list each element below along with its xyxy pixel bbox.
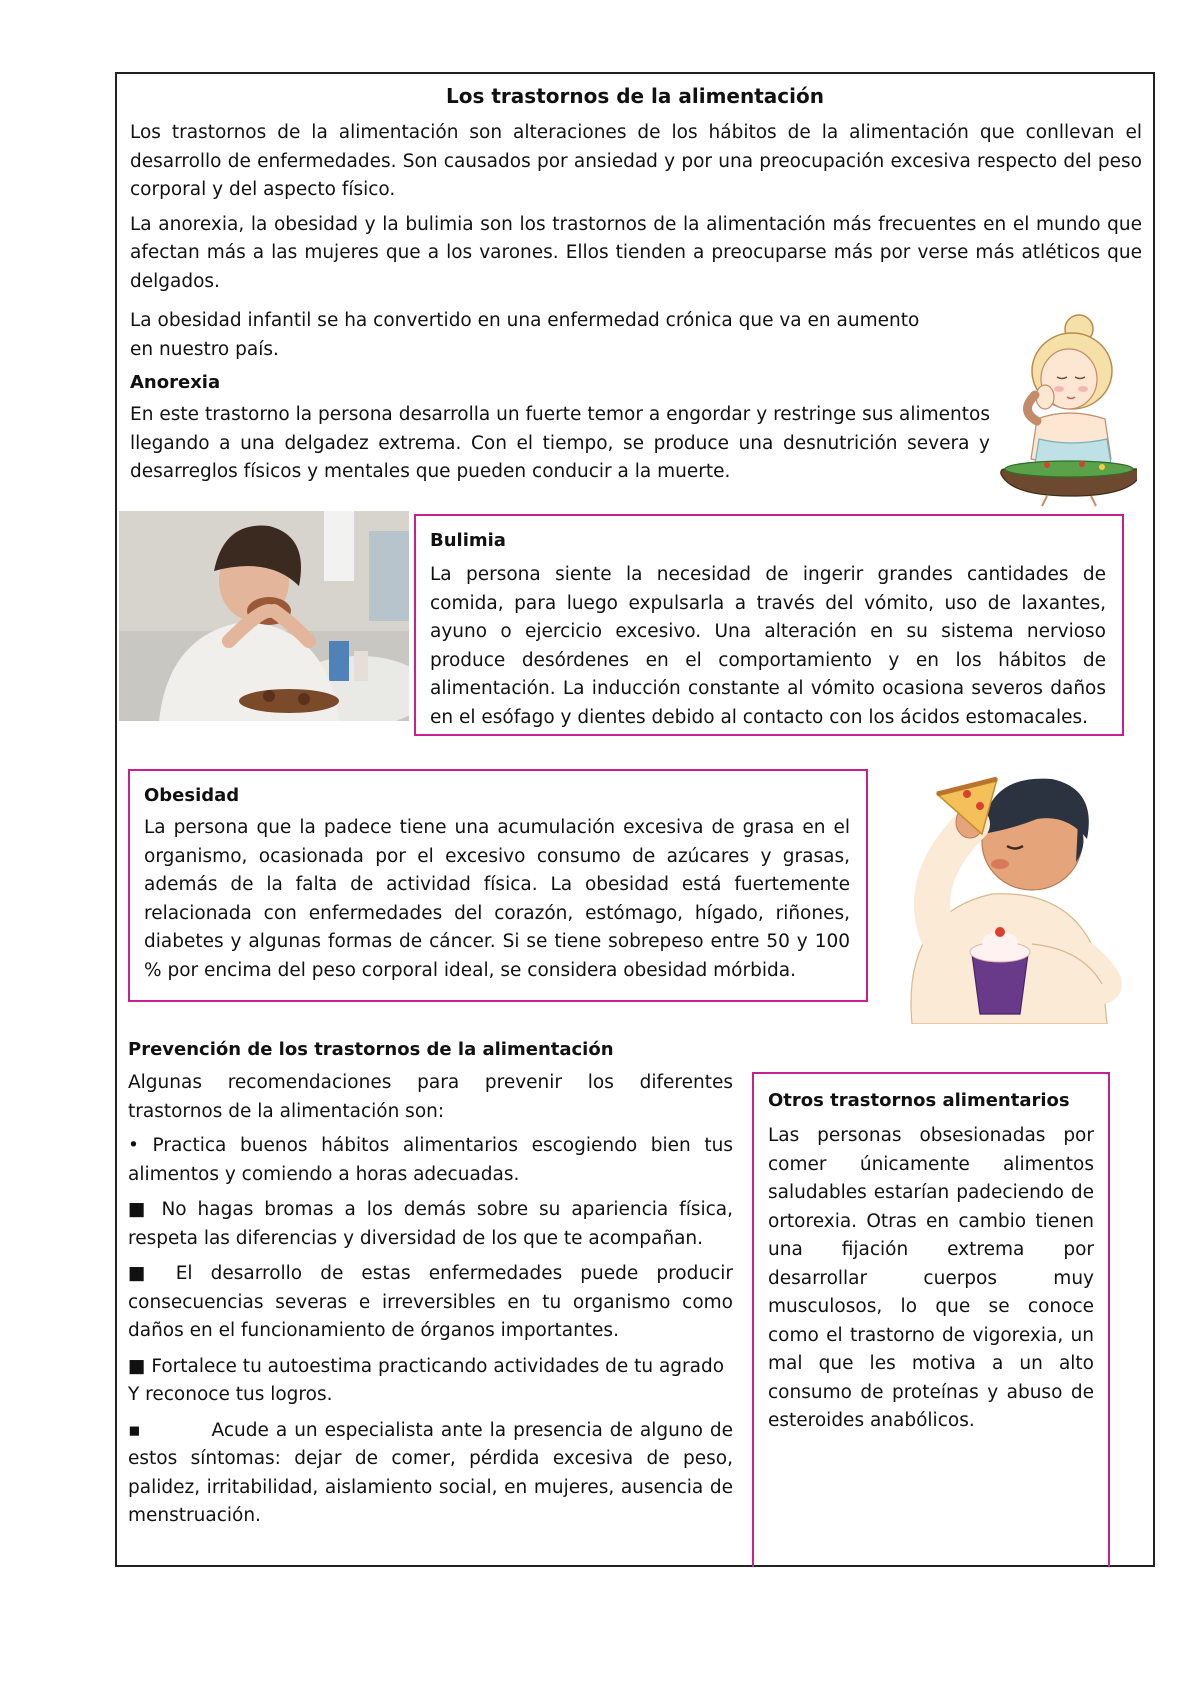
prevencion-intro: Algunas recomendaciones para prevenir los diferentes trastornos de la alimentación son:: [128, 1072, 733, 1122]
list-item: ■ El desarrollo de estas enfermedades puede producir consecuencias severas e irreversibles en tu organismo como daños en el funcionamiento de órganos importantes.: [128, 1263, 733, 1341]
intro-paragraph-2: La anorexia, la obesidad y la bulimia son los trastornos de la alimentación más frecuentes en el mundo que afectan más a las mujeres que a los varones. Ellos tienden a preocuparse más por verse más atléticos que delgados.: [130, 213, 1142, 292]
bulimia-photo: [119, 511, 409, 721]
page-title: Los trastornos de la alimentación: [446, 84, 824, 108]
obesidad-heading: Obesidad: [144, 785, 240, 806]
intro-paragraph-3-wrap: [130, 307, 920, 364]
anorexia-heading: Anorexia: [130, 372, 221, 393]
list-item: ▪ Acude a un especialista ante la presencia de alguno de estos síntomas: dejar de comer, pérdida excesiva de peso, palidez, irritabilidad, aislamiento social, en mujeres, ausencia de menstruación.: [128, 1419, 739, 1526]
intro-paragraph-3: La obesidad infantil se ha convertido en una enfermedad crónica que va en aumento en nuestro país.: [130, 310, 920, 360]
intro-section: [130, 119, 1142, 302]
bulimia-text: La persona siente la necesidad de ingerir grandes cantidades de comida, para luego expulsarla a través del vómito, uso de laxantes, ayuno o ejercicio excesivo. Una alteración en su sistema nervioso produce desórdenes en el comportamiento y en los hábitos de alimentación. La inducción constante al vómito ocasiona severos daños en el esófago y dientes debido al contacto con los ácidos estomacales.: [430, 564, 1106, 728]
bulimia-box: [414, 514, 1124, 736]
otros-heading: Otros trastornos alimentarios: [768, 1090, 1070, 1111]
list-item: ■ No hagas bromas a los demás sobre su apariencia física, respeta las diferencias y diversidad de los que te acompañan.: [128, 1199, 733, 1249]
otros-box: [752, 1072, 1110, 1567]
obesidad-text: La persona que la padece tiene una acumulación excesiva de grasa en el organismo, ocasionada por el excesivo consumo de azúcares y grasas, además de la falta de actividad física. La obesidad está fuertemente relacionada con enfermedades del corazón, estómago, hígado, riñones, diabetes y algunas formas de cáncer. Si se tiene sobrepeso entre 50 y 100 % por encima del peso corporal ideal, se considera obesidad mórbida.: [144, 817, 850, 981]
list-item: • Practica buenos hábitos alimentarios escogiendo bien tus alimentos y comiendo a horas adecuadas.: [128, 1135, 733, 1185]
intro-paragraph-1: Los trastornos de la alimentación son alteraciones de los hábitos de la alimentación que conllevan el desarrollo de enfermedades. Son causados por ansiedad y por una preocupación excesiva respecto del peso corporal y del aspecto físico.: [130, 122, 1142, 200]
anorexia-illustration: [987, 309, 1137, 509]
bulimia-heading: Bulimia: [430, 530, 506, 551]
otros-text: Las personas obsesionadas por comer únicamente alimentos saludables estarían padeciendo de ortorexia. Otras en cambio tienen una fijación extrema por desarrollar cuerpos muy musculosos, lo que se conoce como el trastorno de vigorexia, un mal que les motiva a un alto consumo de proteínas y abuso de esteroides anabólicos.: [768, 1125, 1094, 1431]
anorexia-text: En este trastorno la persona desarrolla un fuerte temor a engordar y restringe sus alimentos llegando a una delgadez extrema. Con el tiempo, se produce una desnutrición severa y desarreglos físicos y mentales que pueden conducir a la muerte.: [130, 404, 990, 482]
list-item: ■ Fortalece tu autoestima practicando actividades de tu agrado Y reconoce tus logros.: [128, 1355, 725, 1405]
page-frame: [115, 72, 1155, 1567]
obesidad-box: [128, 769, 868, 1002]
anorexia-section: [130, 370, 990, 487]
prevencion-section: [128, 1037, 739, 1538]
prevencion-heading: Prevención de los trastornos de la alimentación: [128, 1039, 614, 1060]
obesidad-illustration: [882, 764, 1127, 1024]
prevencion-list: [128, 1132, 739, 1531]
